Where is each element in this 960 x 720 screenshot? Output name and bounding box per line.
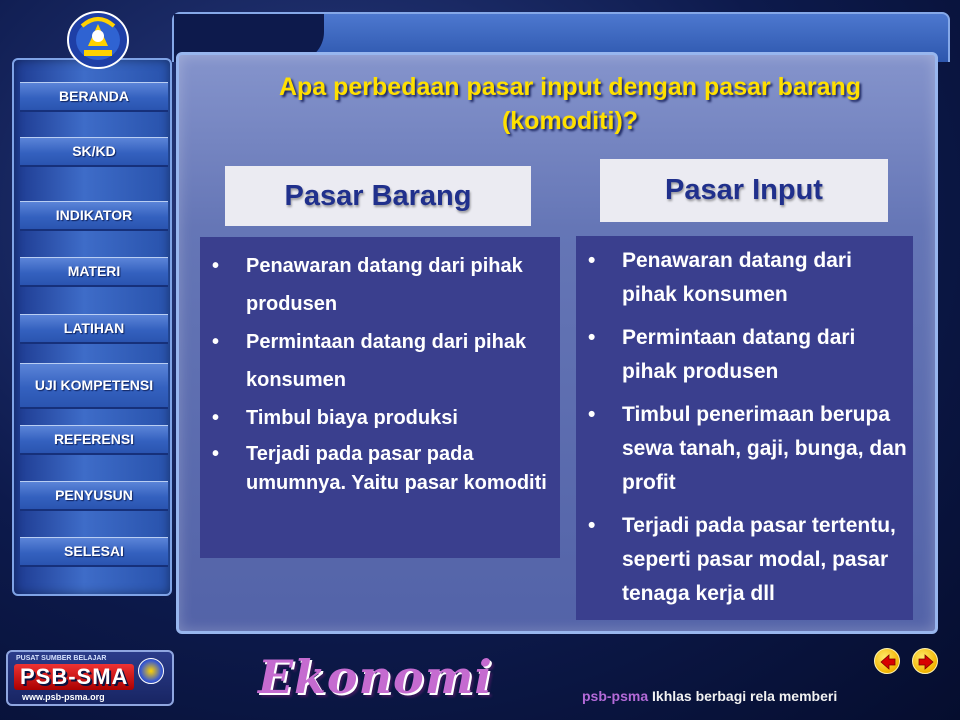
list-item: • Penawaran datang dari pihak konsumen: [588, 244, 907, 312]
nav-penyusun[interactable]: PENYUSUN: [20, 481, 168, 511]
next-button[interactable]: [912, 648, 938, 674]
nav-referensi[interactable]: REFERENSI: [20, 425, 168, 455]
nav-sk-kd[interactable]: SK/KD: [20, 137, 168, 167]
list-item: • Terjadi pada pasar tertentu, seperti pasar modal, pasar tenaga kerja dll: [588, 509, 907, 611]
list-item: • Timbul biaya produksi: [212, 399, 552, 437]
heading-pasar-barang: Pasar Barang: [225, 166, 531, 226]
slide-title: Apa perbedaan pasar input dengan pasar barang (komoditi)?: [278, 73, 862, 135]
arrow-right-icon: [917, 653, 935, 671]
footer-slogan: Ikhlas berbagi rela memberi: [652, 688, 838, 704]
psb-sma-logo: [6, 650, 174, 706]
prev-button[interactable]: [874, 648, 900, 674]
emblem-icon: [62, 6, 134, 70]
heading-pasar-input: Pasar Input: [600, 159, 888, 222]
nav-beranda[interactable]: BERANDA: [20, 82, 168, 112]
footer-brand: psb-psma: [582, 688, 649, 704]
pasar-barang-list: [200, 237, 560, 558]
list-item: • Permintaan datang dari pihak konsumen: [212, 323, 552, 399]
nav-materi[interactable]: MATERI: [20, 257, 168, 287]
logo-url-text: www.psb-psma.org: [22, 692, 105, 702]
seal-icon: [138, 658, 164, 684]
nav-indikator[interactable]: INDIKATOR: [20, 201, 168, 231]
logo-main-text: PSB-SMA: [14, 664, 134, 690]
nav-uji-kompetensi[interactable]: UJI KOMPETENSI: [20, 363, 168, 409]
subject-title: Ekonomi: [258, 650, 493, 704]
list-item: • Penawaran datang dari pihak produsen: [212, 247, 552, 323]
nav-selesai[interactable]: SELESAI: [20, 537, 168, 567]
list-item: • Permintaan datang dari pihak produsen: [588, 321, 907, 389]
arrow-left-icon: [879, 653, 897, 671]
nav-latihan[interactable]: LATIHAN: [20, 314, 168, 344]
list-item: • Timbul penerimaan berupa sewa tanah, gaji, bunga, dan profit: [588, 398, 907, 500]
footer-tagline: [582, 688, 837, 704]
list-item: • Terjadi pada pasar pada umumnya. Yaitu pasar komoditi: [212, 440, 552, 498]
pasar-input-list: [576, 236, 913, 620]
logo-top-text: PUSAT SUMBER BELAJAR: [16, 655, 107, 662]
